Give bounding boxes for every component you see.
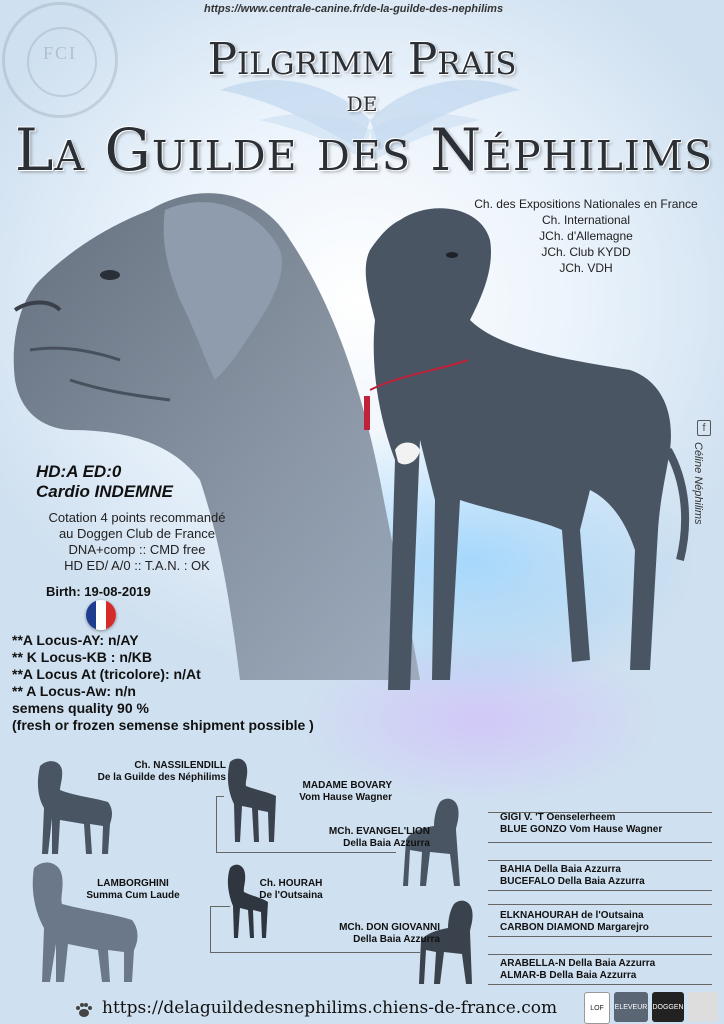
genetics-list (12, 632, 314, 734)
genetics-line: ** A Locus-Aw: n/n (12, 683, 136, 699)
fci-seal-text: FCI (42, 43, 77, 63)
great-grandparent: GIGI V. 'T Oenselerheem (500, 812, 616, 823)
title-de: de (346, 85, 378, 118)
health-line: au Doggen Club de France (58, 526, 216, 541)
sire-dam (270, 826, 430, 850)
sire-dam-kennel: Della Baia Azzurra (343, 838, 430, 849)
doggen-badge: DOGGEN (652, 992, 684, 1022)
genetics-line: **A Locus At (tricolore): n/At (12, 666, 201, 682)
website-link[interactable]: https://delaguildedesnephilims.chiens-de-france.com (102, 998, 558, 1018)
hd-ed-score: HD:A ED:0 (36, 462, 122, 481)
genetics-line: ** K Locus-KB : n/KB (12, 649, 152, 665)
genetics-line: semens quality 90 % (12, 700, 149, 716)
facebook-page-name[interactable]: Céline Néphilims (692, 442, 704, 525)
championship-title: Ch. International (541, 213, 631, 227)
paw-icon (74, 1000, 94, 1020)
grandparent-dog-photo (222, 862, 272, 942)
side-text (672, 442, 712, 562)
great-grandparents-pair (500, 910, 649, 934)
facebook-icon[interactable]: f (697, 420, 711, 436)
dam-sire-kennel: De l'Outsaina (259, 890, 323, 901)
dam-kennel: Summa Cum Laude (86, 890, 180, 901)
sire-sire-kennel: Vom Hause Wagner (299, 792, 392, 803)
great-grandparent: ELKNAHOURAH de l'Outsaina (500, 910, 644, 921)
great-grandparent: BUCEFALO Della Baia Azzurra (500, 876, 645, 887)
health-details (8, 510, 266, 574)
dam (60, 878, 206, 902)
sire-kennel: De la Guilde des Néphilims (97, 772, 226, 783)
sire-sire (230, 780, 392, 804)
championship-title: JCh. Club KYDD (541, 245, 631, 259)
great-grandparents-pair (500, 958, 655, 982)
kennel-dog-name: Pilgrimm Prais (207, 34, 517, 85)
dam-name: LAMBORGHINI (97, 878, 169, 889)
sire (40, 760, 226, 784)
club-logo (688, 992, 718, 1022)
dam-sire (240, 878, 342, 902)
great-grandparent: BAHIA Della Baia Azzurra (500, 864, 621, 875)
sire-name: Ch. NASSILENDILL (134, 760, 226, 771)
health-line: Cotation 4 points recommandé (48, 510, 226, 525)
genetics-line: **A Locus-AY: n/AY (12, 632, 139, 648)
health-line: DNA+comp :: CMD free (68, 542, 206, 557)
championship-title: JCh. VDH (559, 261, 613, 275)
kennel-name-title: La Guilde des Néphilims (14, 116, 714, 184)
dam-sire-name: Ch. HOURAH (259, 878, 323, 889)
dam-dam (280, 922, 440, 946)
great-grandparent: ARABELLA-N Della Baia Azzurra (500, 958, 656, 969)
championship-title: Ch. des Expositions Nationales en France (474, 197, 698, 211)
cardio-result: Cardio INDEMNE (36, 482, 173, 501)
standing-dog-photo (340, 200, 700, 720)
genetics-line: (fresh or frozen semense shipment possible ) (12, 717, 314, 733)
dam-dam-name: MCh. DON GIOVANNI (339, 922, 440, 933)
health-line: HD ED/ A/0 :: T.A.N. : OK (64, 558, 210, 573)
sire-dam-name: MCh. EVANGEL'LION (328, 826, 430, 837)
great-grandparent: BLUE GONZO Vom Hause Wagner (500, 824, 663, 835)
health-summary (36, 462, 173, 502)
birth-date: Birth: 19-08-2019 (46, 584, 151, 599)
source-url[interactable]: https://www.centrale-canine.fr/de-la-guilde-des-nephilims (204, 3, 504, 15)
great-grandparents-pair (500, 812, 662, 836)
dam-dam-kennel: Della Baia Azzurra (353, 934, 440, 945)
great-grandparent: CARBON DIAMOND Margarejro (500, 922, 649, 933)
great-grandparents-pair (500, 864, 645, 888)
france-flag-icon (86, 600, 116, 630)
lof-badge: LOF (584, 992, 610, 1024)
great-grandparent: ALMAR-B Della Baia Azzurra (500, 970, 637, 981)
sire-sire-name: MADAME BOVARY (302, 780, 392, 791)
eleveur-badge: ELEVEUR (614, 992, 648, 1022)
championship-title: JCh. d'Allemagne (539, 229, 633, 243)
